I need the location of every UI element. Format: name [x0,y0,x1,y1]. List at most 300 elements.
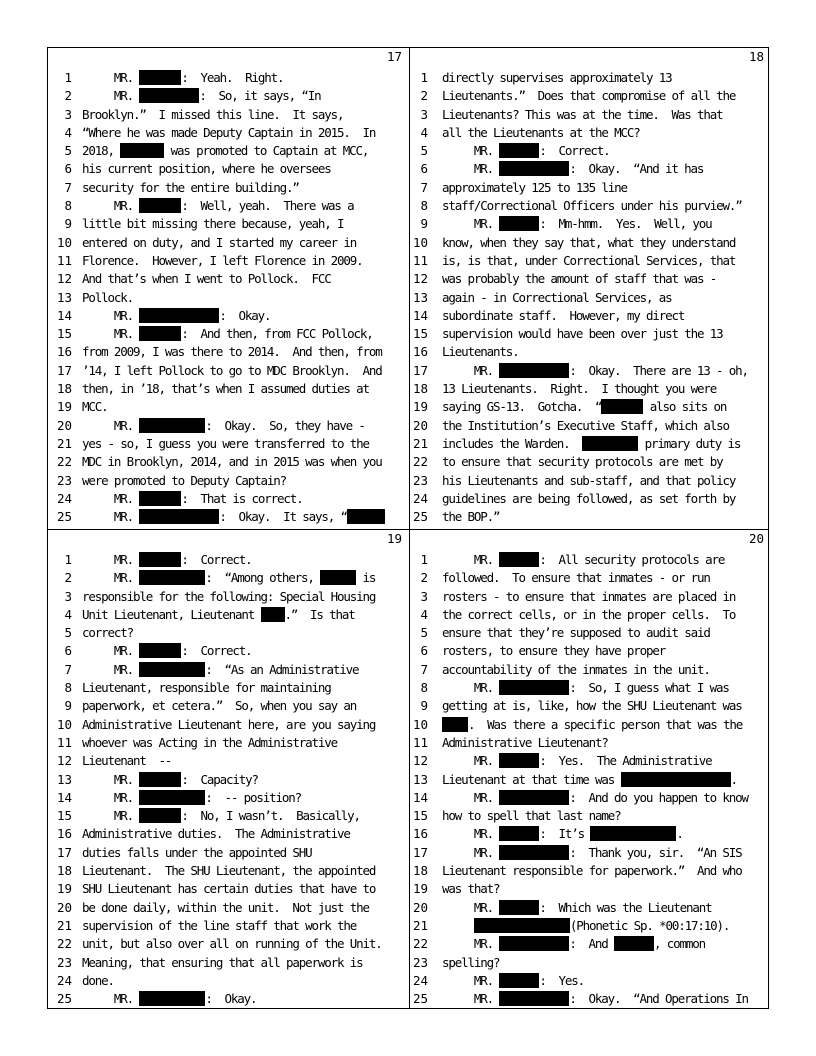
line-text [442,569,767,587]
transcript-line [410,624,771,642]
line-number: 12 [412,271,428,287]
line-number: 22 [56,454,72,470]
line-number: 3 [64,588,72,604]
transcript-line [410,472,771,490]
transcript-line [48,697,409,715]
transcript-line [48,972,409,990]
line-text [442,179,767,197]
line-number: 23 [56,472,72,488]
line-text [82,435,405,453]
line-number: 16 [412,344,428,360]
line-number: 22 [56,936,72,952]
transcript-sheet [47,47,769,1009]
line-text [442,734,767,752]
text-segment: MR. [82,509,140,525]
text-segment: MR. [82,70,140,85]
line-text [442,624,767,642]
redaction-block [499,826,539,841]
line-number: 1 [64,70,72,85]
line-number: 7 [420,179,428,195]
line-text [442,343,767,361]
line-number: 5 [420,143,428,159]
transcript-line [410,789,771,807]
line-text [82,508,405,526]
text-segment: MCC. [82,399,108,415]
text-segment: 2018, [82,143,121,159]
line-text [442,697,767,715]
transcript-line [410,398,771,416]
transcript-line [410,771,771,789]
line-number: 20 [56,417,72,433]
text-segment: entered on duty, and I started my career in [82,234,357,250]
line-text [82,215,405,233]
line-number: 18 [412,381,428,397]
line-text [442,87,767,105]
redaction-block [601,399,643,414]
transcript-line [410,551,771,569]
line-number: 5 [64,143,72,159]
text-segment: done. [82,972,114,988]
text-segment: approximately 125 to 135 line [442,179,627,195]
line-number: 24 [412,972,428,988]
text-segment: Administrative Lieutenant? [442,734,608,750]
line-number: 25 [412,991,428,1007]
line-text [82,935,405,953]
text-segment: were promoted to Deputy Captain? [82,472,287,488]
line-text [82,716,405,734]
line-number: 21 [412,435,428,451]
line-text [442,215,767,233]
line-text [82,551,405,569]
text-segment: includes the Warden. [442,435,583,451]
text-segment: : Yes. [539,972,585,988]
text-segment: Lieutenants? This was at the time. Was that [442,106,723,122]
line-text [442,325,767,343]
page-number: 17 [386,49,402,64]
text-segment: MR. [442,753,500,769]
transcript-line [48,215,409,233]
line-text [442,661,767,679]
line-number: 7 [64,179,72,195]
line-number: 6 [64,161,72,177]
transcript-line [410,642,771,660]
line-text [82,142,405,160]
text-segment: then, in ’18, that’s when I assumed duties at [82,381,369,397]
redaction-block [139,70,181,85]
line-text [442,289,767,307]
transcript-line [410,972,771,990]
text-segment: : And then, from FCC Pollock, [181,326,373,342]
transcript-line [48,380,409,398]
line-number: 19 [412,399,428,415]
transcript-line [410,289,771,307]
transcript-line [48,362,409,380]
transcript-line [48,234,409,252]
transcript-line [410,954,771,972]
text-segment: whoever was Acting in the Administrative [82,734,338,750]
text-segment: MR. [82,88,140,104]
line-text [442,69,767,87]
text-segment: was promoted to Captain at MCC, [164,143,369,159]
redaction-block [614,936,654,951]
transcript-line [48,771,409,789]
redaction-block [139,198,181,213]
line-number: 2 [420,88,428,104]
text-segment: MR. [82,991,140,1007]
transcript-line [48,569,409,587]
line-text [442,453,767,471]
transcript-line [410,917,771,935]
text-segment: : Which was the Lieutenant [539,899,712,915]
transcript-page [48,48,409,529]
text-segment: MR. [82,326,140,342]
text-segment: getting at is, like, how the SHU Lieutenant was [442,698,742,714]
line-text [442,307,767,325]
text-segment: MR. [82,771,140,787]
line-text [82,453,405,471]
line-number: 11 [412,734,428,750]
text-segment: MR. [82,198,140,214]
line-number: 15 [56,326,72,342]
text-segment: : Correct. [539,143,610,159]
transcript-line [48,825,409,843]
transcript-line [48,862,409,880]
line-text [82,697,405,715]
line-number: 20 [412,417,428,433]
text-segment: ’14, I left Pollock to go to MDC Brooklyn. And [82,362,382,378]
transcript-line [410,179,771,197]
line-text [442,472,767,490]
transcript-lines [48,551,409,1008]
line-number: 17 [56,362,72,378]
transcript-line [48,679,409,697]
transcript-line [48,398,409,416]
line-number: 4 [420,124,428,140]
transcript-line [410,307,771,325]
line-number: 14 [412,307,428,323]
text-segment: : It’s [539,826,591,842]
text-segment: MR. [82,552,140,567]
line-number: 25 [412,509,428,525]
line-number: 8 [64,680,72,696]
text-segment: MDC in Brooklyn, 2014, and in 2015 was when you [82,454,382,470]
transcript-line [48,789,409,807]
text-segment: his current position, where he oversees [82,161,331,177]
page-number: 19 [386,531,402,546]
text-segment: Lieutenant, responsible for maintaining [82,680,331,696]
text-segment: : Correct. [181,552,252,567]
transcript-line [48,307,409,325]
line-number: 15 [56,808,72,824]
text-segment: Meaning, that ensuring that all paperwork is [82,954,363,970]
text-segment: also sits on [643,399,727,415]
line-number: 21 [56,435,72,451]
line-number: 21 [412,917,428,933]
transcript-line [410,124,771,142]
redaction-block [139,772,181,787]
line-text [442,490,767,508]
line-number: 10 [56,716,72,732]
text-segment: unit, but also over all on running of the Unit. [82,936,382,952]
line-number: 13 [56,289,72,305]
line-number: 8 [64,198,72,214]
line-text [82,569,405,587]
redaction-block [139,643,181,658]
transcript-line [410,343,771,361]
text-segment: : So, it says, “In [199,88,321,104]
line-number: 10 [412,716,428,732]
text-segment: : Capacity? [181,771,258,787]
text-segment: . [676,826,683,842]
redaction-block [139,491,181,506]
line-text [442,954,767,972]
text-segment: all the Lieutenants at the MCC? [442,124,640,140]
line-number: 15 [412,326,428,342]
text-segment: the Institution’s Executive Staff, which also [442,417,729,433]
transcript-line [410,716,771,734]
transcript-line [410,417,771,435]
line-text [442,771,767,789]
line-number: 12 [56,271,72,287]
transcript-line [48,954,409,972]
transcript-line [410,160,771,178]
transcript-line [48,270,409,288]
text-segment: paperwork, et cetera.” So, when you say an [82,698,357,714]
text-segment: was that? [442,881,500,897]
text-segment: : Mm-hmm. Yes. Well, you [539,216,712,232]
text-segment: Administrative duties. The Administrative [82,826,350,842]
line-text [82,954,405,972]
transcript-line [410,270,771,288]
line-number: 1 [420,70,428,85]
text-segment: was probably the amount of staff that was - [442,271,717,287]
transcript-line [48,624,409,642]
text-segment: MR. [82,490,140,506]
line-text [82,106,405,124]
line-number: 6 [420,643,428,659]
line-text [82,844,405,862]
line-number: 10 [56,234,72,250]
text-segment: SHU Lieutenant has certain duties that have to [82,881,376,897]
text-segment: how to spell that last name? [442,808,621,824]
text-segment: : All security protocols are [539,552,725,567]
transcript-line [410,569,771,587]
transcript-line [410,197,771,215]
transcript-line [410,508,771,526]
text-segment: (Phonetic Sp. *00:17:10). [569,917,730,933]
text-segment: MR. [442,552,500,567]
line-number: 6 [64,643,72,659]
line-text [82,862,405,880]
text-segment [442,918,474,933]
line-number: 5 [420,625,428,641]
text-segment: the BOP.” [442,509,500,525]
line-text [442,588,767,606]
text-segment: his Lieutenants and sub-staff, and that policy [442,472,736,488]
redaction-block [499,363,569,378]
text-segment: MR. [442,143,500,159]
text-segment: subordinate staff. However, my direct [442,307,685,323]
line-text [442,862,767,880]
transcript-line [48,417,409,435]
text-segment: : “As an Administrative [205,661,359,677]
text-segment: ensure that they’re supposed to audit said [442,625,710,641]
redaction-block [474,918,570,933]
redaction-block [139,418,205,433]
text-segment: MR. [442,991,500,1007]
line-text [82,289,405,307]
text-segment: : Okay. So, they have - [205,417,365,433]
line-number: 21 [56,917,72,933]
text-segment: And that’s when I went to Pollock. FCC [82,271,331,287]
text-segment: correct? [82,625,134,641]
transcript-line [48,69,409,87]
line-text [82,734,405,752]
line-number: 9 [420,216,428,232]
transcript-line [48,606,409,624]
transcript-line [410,661,771,679]
text-segment: directly supervises approximately 13 [442,70,672,85]
text-segment: : Yeah. Right. [181,70,284,85]
line-number: 23 [412,472,428,488]
line-text [82,972,405,990]
transcript-line [410,880,771,898]
text-segment: to ensure that security protocols are met by [442,454,723,470]
line-text [442,990,767,1008]
transcript-line [48,899,409,917]
line-text [442,844,767,862]
text-segment: Unit Lieutenant, Lieutenant [82,606,261,622]
line-text [82,771,405,789]
transcript-line [410,807,771,825]
line-text [442,252,767,270]
transcript-line [410,734,771,752]
transcript-line [48,124,409,142]
text-segment: rosters - to ensure that inmates are placed in [442,588,736,604]
transcript-lines [48,69,409,526]
redaction-block [582,436,638,451]
line-text [82,624,405,642]
text-segment: MR. [442,789,500,805]
line-text [442,270,767,288]
line-text [442,972,767,990]
line-text [82,679,405,697]
line-text [442,716,767,734]
text-segment: again - in Correctional Services, as [442,289,672,305]
line-text [442,234,767,252]
text-segment: accountability of the inmates in the unit. [442,661,710,677]
line-number: 11 [56,734,72,750]
line-number: 4 [420,606,428,622]
line-number: 13 [412,771,428,787]
line-text [442,606,767,624]
text-segment: Lieutenant -- [82,753,172,769]
line-number: 12 [412,753,428,769]
line-number: 7 [420,661,428,677]
transcript-line [410,697,771,715]
line-number: 25 [56,991,72,1007]
transcript-line [410,362,771,380]
line-text [82,252,405,270]
line-text [442,435,767,453]
line-text [82,69,405,87]
transcript-line [410,453,771,471]
text-segment: : Okay. “And it has [569,161,704,177]
line-text [82,472,405,490]
line-text [82,87,405,105]
text-segment: MR. [442,844,500,860]
redaction-block [499,753,539,768]
text-segment: MR. [82,789,140,805]
text-segment: is, is that, under Correctional Services, that [442,252,736,268]
redaction-block [139,88,199,103]
transcript-lines [410,551,771,1008]
redaction-block [499,900,539,915]
line-text [82,990,405,1008]
line-text [82,307,405,325]
line-number: 2 [64,88,72,104]
text-segment: Administrative Lieutenant here, are you saying [82,716,376,732]
transcript-line [48,880,409,898]
transcript-line [48,551,409,569]
line-text [82,825,405,843]
line-text [82,752,405,770]
line-text [82,179,405,197]
text-segment: spelling? [442,954,500,970]
line-number: 16 [56,344,72,360]
text-segment: MR. [82,808,140,824]
redaction-block [139,552,181,567]
transcript-line [410,435,771,453]
transcript-line [48,588,409,606]
line-text [82,160,405,178]
redaction-block [320,570,356,585]
line-number: 23 [56,954,72,970]
transcript-line [48,990,409,1008]
line-number: 23 [412,954,428,970]
transcript-line [48,734,409,752]
text-segment: primary duty is [638,435,741,451]
line-text [442,380,767,398]
line-text [442,935,767,953]
line-number: 13 [412,289,428,305]
text-segment: : Thank you, sir. “An SIS [569,844,742,860]
text-segment: .” Is that [284,606,355,622]
text-segment: supervision of the line staff that work the [82,917,357,933]
transcript-line [48,160,409,178]
transcript-line [48,435,409,453]
line-text [82,197,405,215]
line-text [442,106,767,124]
text-segment: Lieutenants.” Does that compromise of all the [442,88,736,104]
text-segment: : Okay. There are 13 - oh, [569,362,748,378]
line-text [442,362,767,380]
line-text [442,417,767,435]
redaction-block [499,552,539,567]
transcript-line [48,844,409,862]
redaction-block [499,143,539,158]
text-segment: MR. [442,899,500,915]
text-segment: Lieutenant at that time was [442,771,621,787]
transcript-line [410,215,771,233]
transcript-line [410,844,771,862]
line-number: 14 [56,789,72,805]
line-number: 25 [56,509,72,525]
redaction-block [139,308,219,323]
redaction-block [499,161,569,176]
line-number: 22 [412,936,428,952]
line-text [442,752,767,770]
